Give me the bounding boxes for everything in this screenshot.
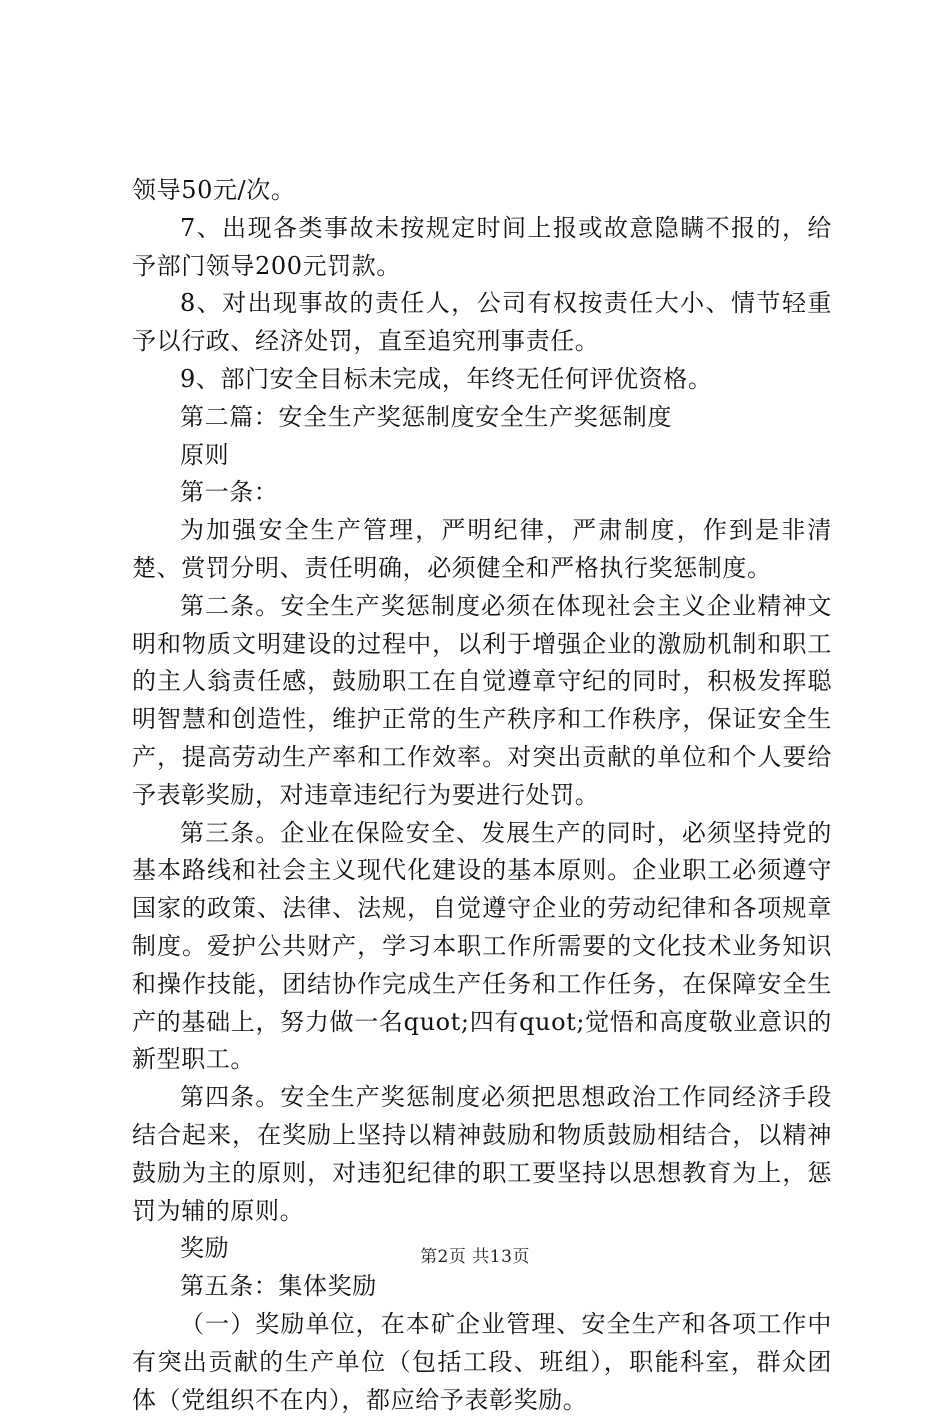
document-body: [132, 172, 832, 1419]
page-footer: 第2页 共13页: [420, 1247, 530, 1267]
paragraph: 第四条。安全生产奖惩制度必须把思想政治工作同经济手段结合起来，在奖励上坚持以精神鼓励和物质鼓励相结合，以精神鼓励为主的原则，对违犯纪律的职工要坚持以思想教育为上，惩罚为辅的原则。: [132, 1083, 832, 1225]
paragraph: 为加强安全生产管理，严明纪律，严肃制度，作到是非清楚、赏罚分明、责任明确，必须健全和严格执行奖惩制度。: [132, 516, 832, 582]
article-heading: 第一条：: [180, 478, 279, 507]
article-heading: 第五条：集体奖励: [180, 1272, 377, 1301]
paragraph: 第三条。企业在保险安全、发展生产的同时，必须坚持党的基本路线和社会主义现代化建设的基本原则。企业职工必须遵守国家的政策、法律、法规，自觉遵守企业的劳动纪律和各项规章制度。爱护公共财产，学习本职工作所需要的文化技术业务知识和操作技能，团结协作完成生产任务和工作任务，在保障安全生产的基础上，努力做一名quot;四有quot;觉悟和高度敬业意识的新型职工。: [132, 818, 832, 1074]
section-heading: 奖励: [180, 1234, 230, 1263]
section-heading: 第二篇：安全生产奖惩制度安全生产奖惩制度: [180, 402, 672, 431]
paragraph: 领导50元/次。: [132, 176, 296, 204]
paragraph: （一）奖励单位，在本矿企业管理、安全生产和各项工作中有突出贡献的生产单位（包括工段、班组），职能科室，群众团体（党组织不在内），都应给予表彰奖励。: [132, 1309, 832, 1414]
paragraph: 7、出现各类事故未按规定时间上报或故意隐瞒不报的，给予部门领导200元罚款。: [132, 213, 832, 280]
paragraph: 8、对出现事故的责任人，公司有权按责任大小、情节轻重予以行政、经济处罚，直至追究刑事责任。: [132, 289, 832, 356]
paragraph: 9、部门安全目标未完成，年终无任何评优资格。: [180, 364, 713, 393]
section-heading: 原则: [180, 440, 230, 469]
paragraph: 第二条。安全生产奖惩制度必须在体现社会主义企业精神文明和物质文明建设的过程中，以利于增强企业的激励机制和职工的主人翁责任感，鼓励职工在自觉遵章守纪的同时，积极发挥聪明智慧和创造性，维护正常的生产秩序和工作秩序，保证安全生产，提高劳动生产率和工作效率。对突出贡献的单位和个人要给予表彰奖励，对违章违纪行为要进行处罚。: [132, 591, 832, 809]
